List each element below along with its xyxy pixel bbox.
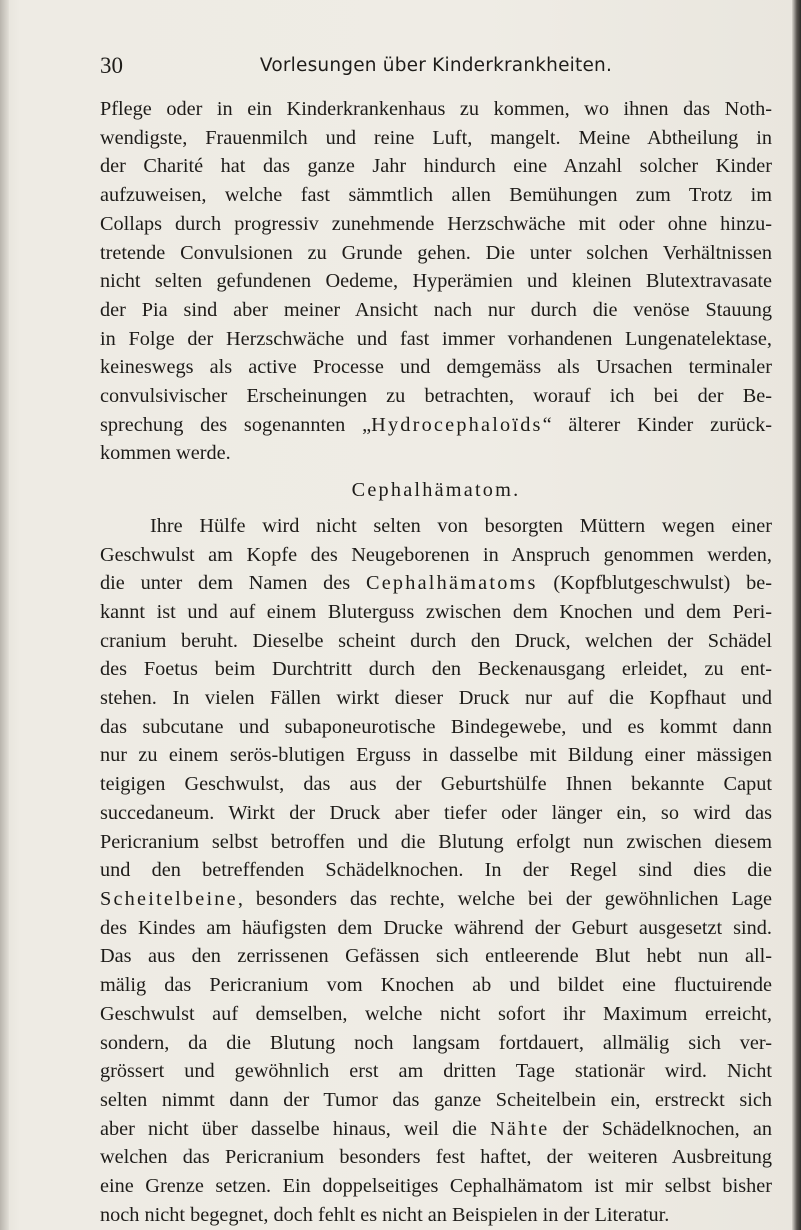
text-line: mälig das Pericranium vom Knochen ab und bildet eine fluctuirende — [100, 974, 772, 997]
text-run: der Schädelknochen, an — [549, 1117, 773, 1140]
text-line: des Foetus beim Durchtritt durch den Beckenausgang erleidet, zu ent- — [100, 658, 772, 681]
text-line: wendigste, Frauenmilch und reine Luft, mangelt. Meine Abtheilung in — [100, 126, 772, 149]
text-line: succedaneum. Wirkt der Druck aber tiefer oder länger ein, so wird das — [100, 801, 772, 824]
text-line: kannt ist und auf einem Bluterguss zwischen dem Knochen und dem Peri- — [100, 600, 772, 623]
spaced-term: Scheitelbeine — [100, 887, 238, 910]
text-line: sondern, da die Blutung noch langsam fortdauert, allmälig sich ver- — [100, 1031, 772, 1054]
spaced-term: Cephalhämatoms — [366, 572, 538, 595]
text-line: tretende Convulsionen zu Grunde gehen. Die unter solchen Verhältnissen — [100, 241, 772, 264]
text-line: keineswegs als active Processe und demgemäss als Ursachen terminaler — [100, 356, 772, 379]
text-line: kommen werde. — [100, 442, 231, 465]
text-run: , besonders das rechte, welche bei der gewöhnlichen Lage — [237, 887, 772, 910]
text-line: Collaps durch progressiv zunehmende Herzschwäche mit oder ohne hinzu- — [100, 212, 772, 235]
text-line: grössert und gewöhnlich erst am dritten Tage stationär wird. Nicht — [100, 1060, 772, 1083]
text-line: eine Grenze setzen. Ein doppelseitiges Cephalhämatom ist mir selbst bisher — [100, 1175, 772, 1198]
text-line: des Kindes am häufigsten dem Drucke während der Geburt ausgesetzt sind. — [100, 916, 772, 939]
text-line: Geschwulst am Kopfe des Neugeborenen in Anspruch genommen werden, — [100, 543, 772, 566]
page-header — [100, 52, 772, 80]
text-run: aber nicht über dasselbe hinaus, weil die — [100, 1117, 491, 1140]
text-line — [100, 569, 772, 598]
text-line: aufzuweisen, welche fast sämmtlich allen Bemühungen zum Trotz im — [100, 184, 772, 207]
section-heading: Cephalhämatom. — [351, 479, 521, 502]
text-line: Ihre Hülfe wird nicht selten von besorgten Müttern wegen einer — [150, 514, 772, 537]
text-line: Pericranium selbst betroffen und die Blutung erfolgt nun zwischen diesem — [100, 830, 772, 853]
spaced-term: Nähte — [490, 1117, 550, 1140]
text-line: der Charité hat das ganze Jahr hindurch eine Anzahl solcher Kinder — [100, 155, 772, 178]
text-line — [100, 411, 772, 440]
text-line: nicht selten gefundenen Oedeme, Hyperämien und kleinen Blutextravasate — [100, 270, 772, 293]
text-line: noch nicht begegnet, doch fehlt es nicht an Beispielen in der Literatur. — [100, 1203, 670, 1226]
text-line: und den betreffenden Schädelknochen. In der Regel sind dies die — [100, 859, 772, 882]
text-run: sprechung des sogenannten „ — [100, 413, 372, 436]
text-line: in Folge der Herzschwäche und fast immer vorhandenen Lungenatelektase, — [100, 327, 772, 350]
page-edge — [792, 0, 801, 1230]
text-run: “ älterer Kinder zurück- — [542, 413, 773, 436]
running-title: Vorlesungen über Kinderkrankheiten. — [259, 55, 613, 76]
text-line: Pflege oder in ein Kinderkrankenhaus zu kommen, wo ihnen das Noth- — [100, 98, 772, 120]
text-line: das subcutane und subaponeurotische Bindegewebe, und es kommt dann — [100, 715, 772, 738]
text-line: selten nimmt dann der Tumor das ganze Scheitelbein ein, erstreckt sich — [100, 1088, 772, 1111]
text-line: der Pia sind aber meiner Ansicht nach nur durch die venöse Stauung — [100, 298, 772, 321]
text-run: (Kopfblutgeschwulst) be- — [537, 572, 772, 595]
spaced-term: Hydrocephaloïds — [371, 413, 543, 436]
text-run: die unter dem Namen des — [100, 572, 366, 595]
text-line: stehen. In vielen Fällen wirkt dieser Druck nur auf die Kopfhaut und — [100, 687, 772, 710]
text-line: convulsivischer Erscheinungen zu betrachten, worauf ich bei der Be- — [100, 385, 772, 408]
text-line: nur zu einem serös-blutigen Erguss in dasselbe mit Bildung einer mässigen — [100, 744, 772, 767]
text-line — [100, 885, 772, 914]
text-line: Das aus den zerrissenen Gefässen sich entleerende Blut hebt nun all- — [100, 945, 772, 968]
text-line: Geschwulst auf demselben, welche nicht sofort ihr Maximum erreicht, — [100, 1002, 772, 1025]
text-line: cranium beruht. Dieselbe scheint durch den Druck, welchen der Schädel — [100, 629, 772, 652]
text-line — [100, 1115, 772, 1144]
page-number: 30 — [100, 53, 123, 78]
page-gutter-shadow — [0, 0, 9, 1230]
text-line: welchen das Pericranium besonders fest haftet, der weiteren Ausbreitung — [100, 1146, 772, 1169]
text-line: teigigen Geschwulst, das aus der Geburtshülfe Ihnen bekannte Caput — [100, 773, 772, 796]
body-text — [100, 95, 772, 1229]
